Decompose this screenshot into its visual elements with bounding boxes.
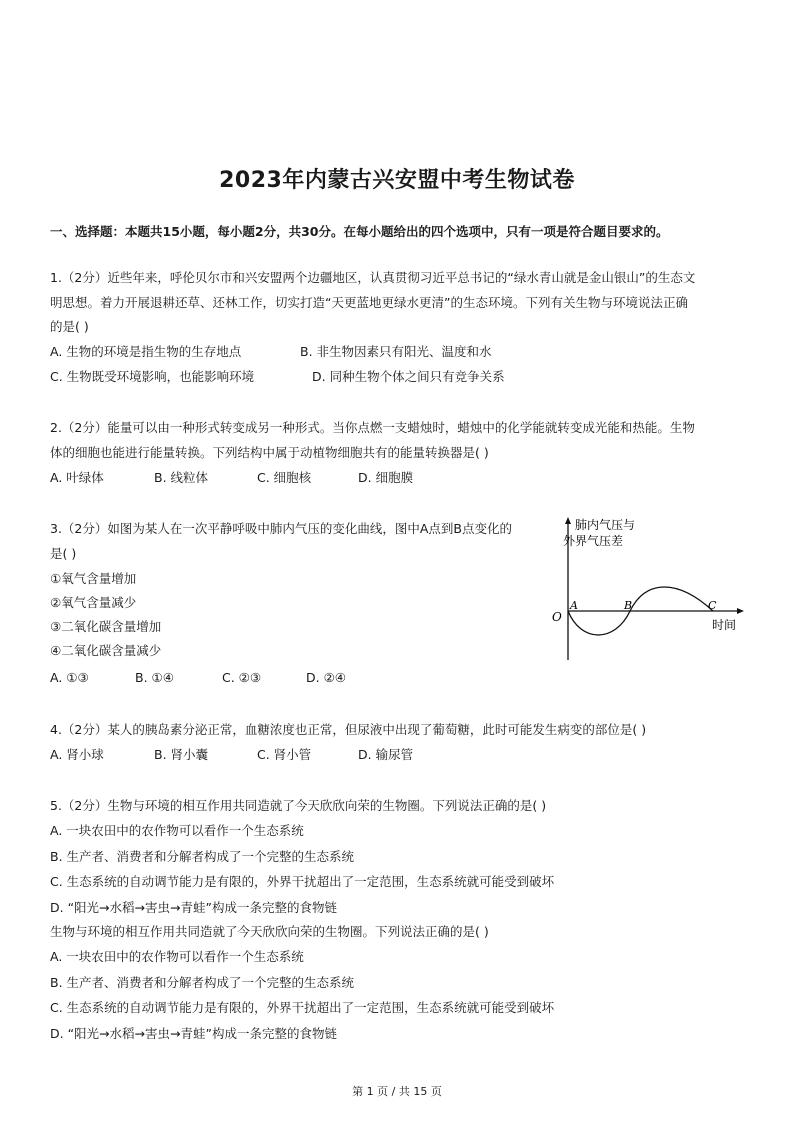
q1-option-c: C. 生物既受环境影响，也能影响环境 <box>50 369 255 384</box>
q5-repeat-line-1: 生物与环境的相互作用共同造就了今天欣欣向荣的生物圈。下列说法正确的是( ) <box>50 924 489 939</box>
q2-option-a: A. 叶绿体 <box>50 470 104 485</box>
q3-line-2: 是( ) <box>50 546 77 561</box>
page-title: 2023年内蒙古兴安盟中考生物试卷 <box>219 168 575 193</box>
q5-repeat-option-c: C. 生态系统的自动调节能力是有限的，外界干扰超出了一定范围，生态系统就可能受到破坏 <box>50 1000 555 1015</box>
y-axis-arrow <box>565 517 571 524</box>
y-label-line-2: 外界气压差 <box>563 534 624 548</box>
q3-option-b: B. ①④ <box>135 670 174 685</box>
q4-option-b: B. 肾小囊 <box>154 747 209 762</box>
q4-line-1: 4.（2分）某人的胰岛素分泌正常，血糖浓度也正常，但尿液中出现了葡萄糖，此时可能发生病变的部位是( ) <box>50 722 647 737</box>
page-footer: 第 1 页 / 共 15 页 <box>352 1085 442 1098</box>
q1-line-2: 明思想。着力开展退耕还草、还林工作，切实打造“天更蓝地更绿水更清”的生态环境。下列有关生物与环境说法正确 <box>50 295 688 310</box>
q1-option-a: A. 生物的环境是指生物的生存地点 <box>50 344 242 359</box>
lung-pressure-graph <box>548 515 748 665</box>
q3-statement-3: ③二氧化碳含量增加 <box>50 619 162 634</box>
q2-line-1: 2.（2分）能量可以由一种形式转变成另一种形式。当你点燃一支蜡烛时，蜡烛中的化学能就转变成光能和热能。生物 <box>50 420 695 435</box>
q3-option-d: D. ②④ <box>306 670 346 685</box>
q2-option-b: B. 线粒体 <box>154 470 209 485</box>
q5-repeat-option-d: D. “阳光→水稻→害虫→青蛙”构成一条完整的食物链 <box>50 1026 337 1041</box>
point-a-label: A <box>570 599 578 612</box>
q3-statement-4: ④二氧化碳含量减少 <box>50 643 162 658</box>
q2-option-c: C. 细胞核 <box>257 470 312 485</box>
q3-option-a: A. ①③ <box>50 670 89 685</box>
x-label: 时间 <box>712 618 737 632</box>
q1-line-1: 1.（2分）近些年来，呼伦贝尔市和兴安盟两个边疆地区，认真贯彻习近平总书记的“绿水青山就是金山银山”的生态文 <box>50 270 696 285</box>
x-axis-arrow <box>737 608 744 614</box>
q5-option-d: D. “阳光→水稻→害虫→青蛙”构成一条完整的食物链 <box>50 900 337 915</box>
q5-repeat-option-a: A. 一块农田中的农作物可以看作一个生态系统 <box>50 949 304 964</box>
q5-option-c: C. 生态系统的自动调节能力是有限的，外界干扰超出了一定范围，生态系统就可能受到破坏 <box>50 874 555 889</box>
q1-option-b: B. 非生物因素只有阳光、温度和水 <box>300 344 492 359</box>
q2-option-d: D. 细胞膜 <box>358 470 414 485</box>
q3-option-c: C. ②③ <box>222 670 262 685</box>
q3-statement-2: ②氧气含量减少 <box>50 595 137 610</box>
q3-line-1: 3.（2分）如图为某人在一次平静呼吸中肺内气压的变化曲线，图中A点到B点变化的 <box>50 521 513 536</box>
q4-option-a: A. 肾小球 <box>50 747 104 762</box>
q1-line-3: 的是( ) <box>50 319 89 334</box>
q5-repeat-option-b: B. 生产者、消费者和分解者构成了一个完整的生态系统 <box>50 975 355 990</box>
section-heading: 一、选择题：本题共15小题，每小题2分，共30分。在每小题给出的四个选项中，只有一项是符合题目要求的。 <box>50 224 669 239</box>
point-b-label: B <box>624 599 633 612</box>
q4-option-d: D. 输尿管 <box>358 747 414 762</box>
q3-statement-1: ①氧气含量增加 <box>50 571 137 586</box>
q5-option-a: A. 一块农田中的农作物可以看作一个生态系统 <box>50 823 304 838</box>
q4-option-c: C. 肾小管 <box>257 747 312 762</box>
q5-option-b: B. 生产者、消费者和分解者构成了一个完整的生态系统 <box>50 849 355 864</box>
point-c-label: C <box>708 599 717 612</box>
q5-line-1: 5.（2分）生物与环境的相互作用共同造就了今天欣欣向荣的生物圈。下列说法正确的是( ) <box>50 798 547 813</box>
q1-option-d: D. 同种生物个体之间只有竞争关系 <box>312 369 505 384</box>
q2-line-2: 体的细胞也能进行能量转换。下列结构中属于动植物细胞共有的能量转换器是( ) <box>50 445 489 460</box>
origin-label: O <box>552 610 562 624</box>
y-label-line-1: 肺内气压与 <box>575 518 636 532</box>
